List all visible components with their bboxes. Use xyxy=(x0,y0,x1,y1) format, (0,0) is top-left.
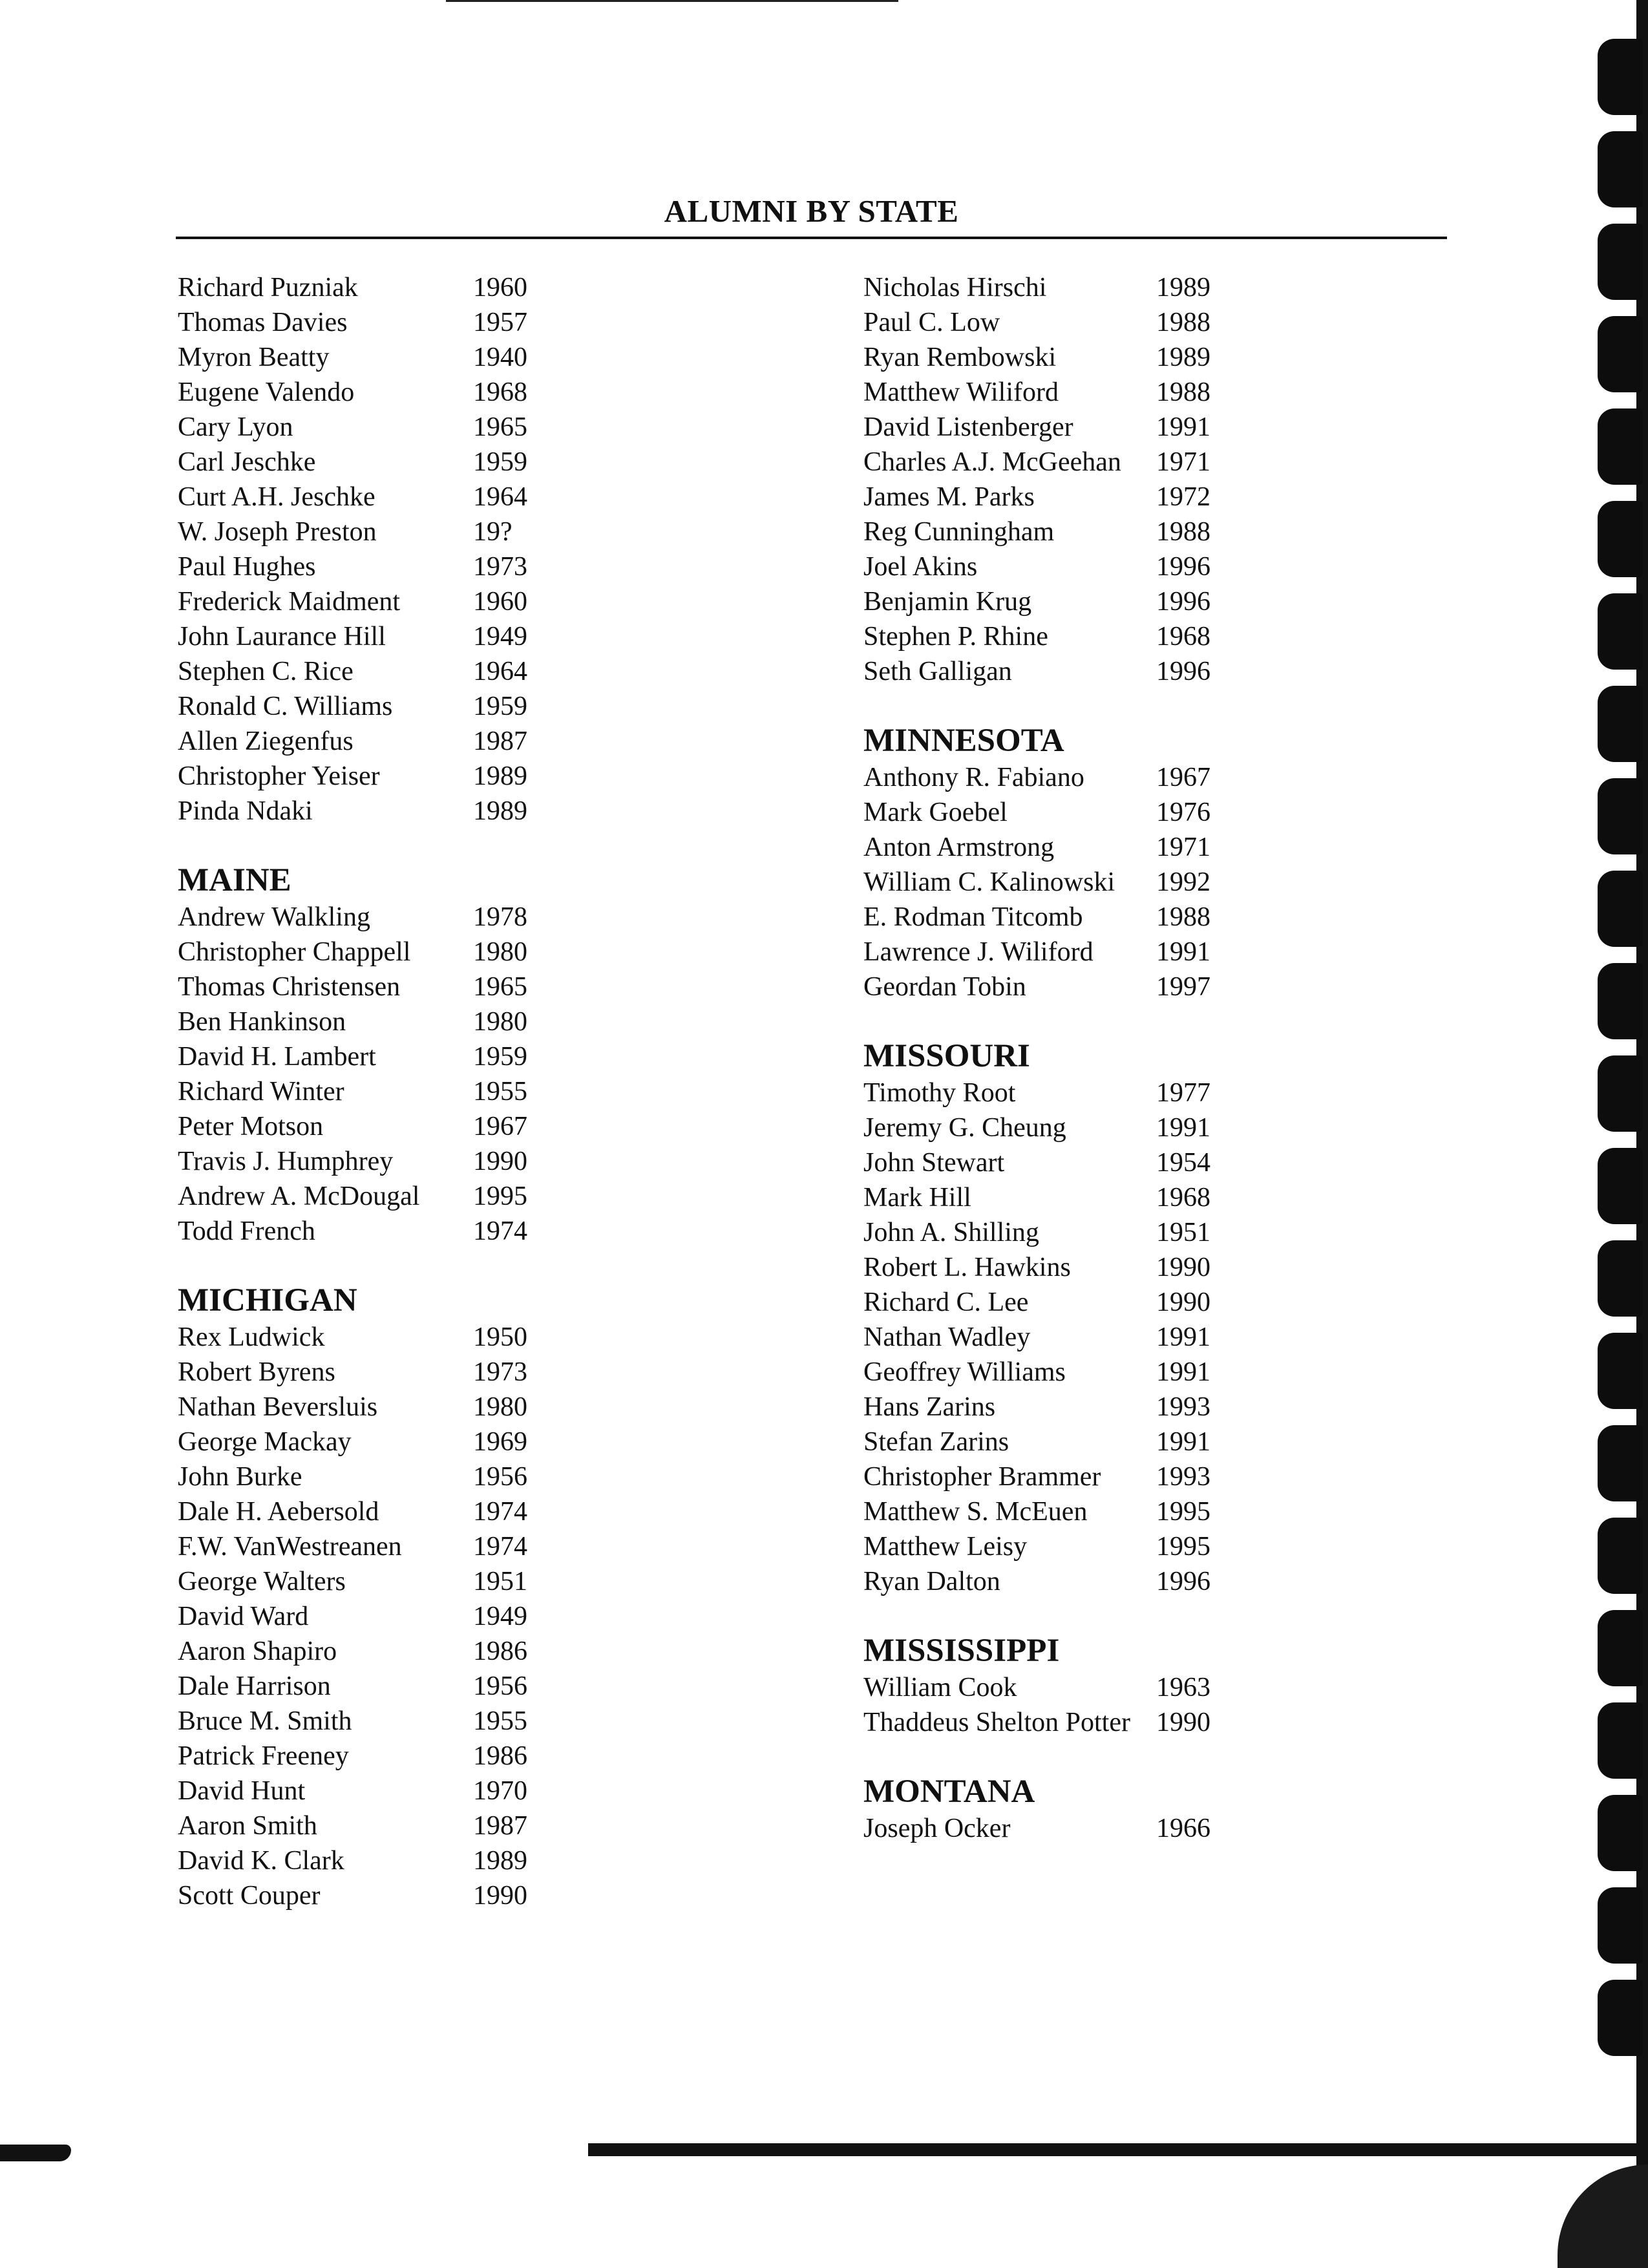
alumni-name: Aaron Shapiro xyxy=(178,1637,337,1666)
alumni-entry xyxy=(178,1459,527,1494)
alumni-entry xyxy=(863,760,1210,795)
alumni-name: Reg Cunningham xyxy=(863,517,1055,547)
alumni-year: 1986 xyxy=(473,1741,527,1771)
alumni-name: Thomas Christensen xyxy=(178,972,401,1002)
alumni-year: 1956 xyxy=(473,1462,527,1492)
alumni-year: 1973 xyxy=(473,552,527,582)
alumni-year: 1959 xyxy=(473,1042,527,1072)
alumni-year: 1996 xyxy=(1156,657,1210,686)
alumni-entry xyxy=(863,1320,1210,1355)
alumni-name: Travis J. Humphrey xyxy=(178,1147,394,1176)
alumni-name: David H. Lambert xyxy=(178,1042,376,1072)
alumni-entry xyxy=(178,340,527,375)
alumni-year: 1989 xyxy=(473,761,527,791)
alumni-year: 1959 xyxy=(473,692,527,721)
binding-tab xyxy=(1598,1148,1643,1224)
alumni-entry xyxy=(863,514,1210,549)
binding-tab xyxy=(1598,1055,1643,1132)
alumni-year: 1986 xyxy=(473,1637,527,1666)
alumni-entry xyxy=(863,270,1210,305)
alumni-entry xyxy=(863,900,1210,935)
alumni-name: F.W. VanWestreanen xyxy=(178,1532,402,1562)
binding-tab xyxy=(1598,871,1643,947)
alumni-name: Christopher Brammer xyxy=(863,1462,1101,1492)
alumni-entry xyxy=(178,1878,527,1913)
alumni-year: 1991 xyxy=(1156,937,1210,967)
state-section xyxy=(178,861,527,1249)
binding-tab xyxy=(1598,408,1643,485)
alumni-year: 1968 xyxy=(1156,1183,1210,1213)
alumni-entry xyxy=(863,340,1210,375)
alumni-name: Joel Akins xyxy=(863,552,978,582)
alumni-entry xyxy=(863,1705,1210,1740)
alumni-name: Thomas Davies xyxy=(178,308,348,337)
alumni-name: Pinda Ndaki xyxy=(178,796,313,826)
alumni-year: 1973 xyxy=(473,1357,527,1387)
alumni-name: John Laurance Hill xyxy=(178,622,386,652)
alumni-name: Peter Motson xyxy=(178,1112,324,1141)
alumni-year: 1959 xyxy=(473,447,527,477)
alumni-name: Andrew Walkling xyxy=(178,902,370,932)
state-heading: MISSOURI xyxy=(863,1038,1030,1074)
alumni-entry xyxy=(863,654,1210,689)
alumni-year: 1988 xyxy=(1156,902,1210,932)
alumni-name: Paul C. Low xyxy=(863,308,1000,337)
right-column xyxy=(863,270,1210,1878)
alumni-name: Stephen C. Rice xyxy=(178,657,354,686)
alumni-year: 1955 xyxy=(473,1706,527,1736)
alumni-year: 1988 xyxy=(1156,308,1210,337)
alumni-name: Anthony R. Fabiano xyxy=(863,763,1084,792)
alumni-entry xyxy=(178,689,527,724)
alumni-entry xyxy=(178,619,527,654)
alumni-entry xyxy=(863,584,1210,619)
alumni-entry xyxy=(178,1039,527,1074)
alumni-entry xyxy=(863,1459,1210,1494)
alumni-name: Aaron Smith xyxy=(178,1811,317,1841)
alumni-year: 1940 xyxy=(473,343,527,372)
alumni-year: 1991 xyxy=(1156,1357,1210,1387)
alumni-year: 1990 xyxy=(473,1147,527,1176)
binding-tab xyxy=(1598,1333,1643,1409)
alumni-entry xyxy=(863,619,1210,654)
alumni-entry xyxy=(863,1811,1210,1846)
alumni-year: 1951 xyxy=(1156,1218,1210,1247)
alumni-entry xyxy=(863,795,1210,830)
alumni-year: 1969 xyxy=(473,1427,527,1457)
alumni-name: Seth Galligan xyxy=(863,657,1012,686)
alumni-year: 1991 xyxy=(1156,1113,1210,1143)
alumni-entry xyxy=(863,1180,1210,1215)
alumni-entry xyxy=(178,1390,527,1425)
alumni-name: Nathan Beversluis xyxy=(178,1392,378,1422)
state-section xyxy=(178,1281,527,1913)
binding-tab xyxy=(1598,501,1643,577)
alumni-entry xyxy=(178,1634,527,1669)
alumni-name: John A. Shilling xyxy=(863,1218,1039,1247)
alumni-name: Allen Ziegenfus xyxy=(178,726,354,756)
alumni-name: Stefan Zarins xyxy=(863,1427,1009,1457)
alumni-name: Christopher Yeiser xyxy=(178,761,380,791)
alumni-entry xyxy=(863,935,1210,970)
alumni-name: Mark Hill xyxy=(863,1183,971,1213)
alumni-year: 1990 xyxy=(1156,1288,1210,1317)
state-heading: MONTANA xyxy=(863,1774,1035,1810)
alumni-entry xyxy=(178,375,527,410)
alumni-entry xyxy=(178,410,527,445)
alumni-name: Richard C. Lee xyxy=(863,1288,1029,1317)
alumni-name: Stephen P. Rhine xyxy=(863,622,1048,652)
alumni-entry xyxy=(178,270,527,305)
alumni-entry xyxy=(178,1704,527,1739)
alumni-name: Frederick Maidment xyxy=(178,587,401,617)
alumni-year: 1951 xyxy=(473,1567,527,1596)
alumni-name: W. Joseph Preston xyxy=(178,517,377,547)
alumni-entry xyxy=(863,480,1210,514)
binding-tab xyxy=(1598,1887,1643,1964)
alumni-name: Todd French xyxy=(178,1216,315,1246)
alumni-year: 1993 xyxy=(1156,1392,1210,1422)
alumni-entry xyxy=(178,1808,527,1843)
alumni-name: Matthew S. McEuen xyxy=(863,1497,1088,1527)
alumni-year: 1992 xyxy=(1156,867,1210,897)
alumni-name: Timothy Root xyxy=(863,1078,1016,1108)
state-section xyxy=(863,1631,1210,1740)
alumni-name: Richard Winter xyxy=(178,1077,344,1107)
alumni-year: 1949 xyxy=(473,622,527,652)
alumni-name: James M. Parks xyxy=(863,482,1035,512)
alumni-year: 1974 xyxy=(473,1216,527,1246)
state-section xyxy=(863,721,1210,1004)
alumni-year: 1968 xyxy=(473,377,527,407)
alumni-entry xyxy=(178,759,527,794)
alumni-name: William C. Kalinowski xyxy=(863,867,1115,897)
alumni-name: Curt A.H. Jeschke xyxy=(178,482,375,512)
alumni-year: 1965 xyxy=(473,412,527,442)
alumni-entry xyxy=(178,935,527,970)
page-title: ALUMNI BY STATE xyxy=(664,193,959,229)
alumni-name: Dale Harrison xyxy=(178,1671,331,1701)
alumni-name: Robert Byrens xyxy=(178,1357,335,1387)
alumni-name: Ronald C. Williams xyxy=(178,692,393,721)
alumni-entry xyxy=(178,970,527,1004)
alumni-name: Ryan Dalton xyxy=(863,1567,1000,1596)
left-column xyxy=(178,270,527,1945)
alumni-entry xyxy=(178,1214,527,1249)
alumni-entry xyxy=(178,1109,527,1144)
binding-tab xyxy=(1598,1240,1643,1317)
alumni-entry xyxy=(863,1494,1210,1529)
binding-tab xyxy=(1598,778,1643,854)
title-rule xyxy=(176,237,1447,239)
alumni-entry xyxy=(178,584,527,619)
alumni-entry xyxy=(863,1355,1210,1390)
alumni-entry xyxy=(178,1843,527,1878)
alumni-year: 1989 xyxy=(1156,273,1210,302)
alumni-name: Charles A.J. McGeehan xyxy=(863,447,1121,477)
alumni-name: Myron Beatty xyxy=(178,343,330,372)
alumni-entry xyxy=(863,410,1210,445)
alumni-year: 1960 xyxy=(473,587,527,617)
alumni-year: 1978 xyxy=(473,902,527,932)
state-heading: MAINE xyxy=(178,862,291,898)
alumni-name: Geordan Tobin xyxy=(863,972,1026,1002)
alumni-name: Joseph Ocker xyxy=(863,1814,1011,1843)
alumni-year: 1990 xyxy=(1156,1253,1210,1282)
binding-tab xyxy=(1598,131,1643,207)
alumni-name: David Hunt xyxy=(178,1776,306,1806)
top-edge-rule xyxy=(446,0,898,2)
alumni-name: Lawrence J. Wiliford xyxy=(863,937,1093,967)
alumni-entry xyxy=(178,305,527,340)
alumni-year: 1955 xyxy=(473,1077,527,1107)
bottom-scan-edge xyxy=(588,2143,1648,2156)
alumni-year: 1950 xyxy=(473,1322,527,1352)
alumni-year: 1976 xyxy=(1156,798,1210,827)
alumni-year: 1963 xyxy=(1156,1673,1210,1702)
alumni-year: 1980 xyxy=(473,937,527,967)
alumni-entry xyxy=(178,1774,527,1808)
alumni-year: 1991 xyxy=(1156,1322,1210,1352)
alumni-entry xyxy=(178,514,527,549)
alumni-name: Christopher Chappell xyxy=(178,937,411,967)
alumni-year: 1971 xyxy=(1156,832,1210,862)
alumni-entry xyxy=(863,970,1210,1004)
alumni-entry xyxy=(178,1074,527,1109)
alumni-year: 1996 xyxy=(1156,587,1210,617)
alumni-name: Dale H. Aebersold xyxy=(178,1497,379,1527)
alumni-entry xyxy=(178,654,527,689)
alumni-entry xyxy=(863,1670,1210,1705)
binding-tab xyxy=(1598,316,1643,392)
alumni-entry xyxy=(863,1425,1210,1459)
alumni-entry xyxy=(178,1320,527,1355)
alumni-name: Eugene Valendo xyxy=(178,377,355,407)
alumni-year: 1972 xyxy=(1156,482,1210,512)
alumni-name: Paul Hughes xyxy=(178,552,316,582)
alumni-year: 1974 xyxy=(473,1497,527,1527)
alumni-name: David K. Clark xyxy=(178,1846,344,1876)
binding-tab xyxy=(1598,1425,1643,1501)
alumni-name: Hans Zarins xyxy=(863,1392,996,1422)
alumni-year: 1971 xyxy=(1156,447,1210,477)
alumni-entry xyxy=(178,1355,527,1390)
state-heading: MISSISSIPPI xyxy=(863,1633,1060,1669)
alumni-name: John Stewart xyxy=(863,1148,1005,1178)
alumni-name: Richard Puzniak xyxy=(178,273,358,302)
alumni-year: 1966 xyxy=(1156,1814,1210,1843)
alumni-year: 1980 xyxy=(473,1392,527,1422)
binding-tab xyxy=(1598,224,1643,300)
alumni-name: Matthew Wiliford xyxy=(863,377,1059,407)
alumni-name: Cary Lyon xyxy=(178,412,293,442)
alumni-entry xyxy=(863,1390,1210,1425)
alumni-entry xyxy=(863,305,1210,340)
alumni-entry xyxy=(863,1250,1210,1285)
alumni-year: 1989 xyxy=(1156,343,1210,372)
alumni-entry xyxy=(863,1215,1210,1250)
alumni-name: William Cook xyxy=(863,1673,1017,1702)
alumni-year: 1970 xyxy=(473,1776,527,1806)
alumni-name: Andrew A. McDougal xyxy=(178,1182,420,1211)
alumni-entry xyxy=(863,1076,1210,1110)
alumni-year: 1967 xyxy=(473,1112,527,1141)
alumni-name: Anton Armstrong xyxy=(863,832,1055,862)
alumni-entry xyxy=(178,1425,527,1459)
alumni-name: Ben Hankinson xyxy=(178,1007,346,1037)
alumni-year: 1989 xyxy=(473,1846,527,1876)
state-section xyxy=(863,1772,1210,1846)
alumni-year: 1990 xyxy=(473,1881,527,1911)
alumni-name: Ryan Rembowski xyxy=(863,343,1057,372)
alumni-name: Bruce M. Smith xyxy=(178,1706,352,1736)
alumni-year: 1993 xyxy=(1156,1462,1210,1492)
alumni-year: 1964 xyxy=(473,657,527,686)
alumni-name: Robert L. Hawkins xyxy=(863,1253,1071,1282)
alumni-entry xyxy=(863,549,1210,584)
binding-tab xyxy=(1598,1610,1643,1686)
alumni-entry xyxy=(178,794,527,829)
alumni-year: 1987 xyxy=(473,726,527,756)
state-heading: MINNESOTA xyxy=(863,723,1064,759)
alumni-name: John Burke xyxy=(178,1462,302,1492)
binding-tab xyxy=(1598,39,1643,115)
alumni-name: George Mackay xyxy=(178,1427,352,1457)
alumni-entry xyxy=(863,1145,1210,1180)
alumni-entry xyxy=(178,900,527,935)
alumni-year: 1949 xyxy=(473,1602,527,1631)
alumni-name: Carl Jeschke xyxy=(178,447,316,477)
alumni-name: Nathan Wadley xyxy=(863,1322,1031,1352)
bottom-right-scan-mark xyxy=(1558,2165,1648,2268)
alumni-year: 1987 xyxy=(473,1811,527,1841)
alumni-year: 1960 xyxy=(473,273,527,302)
alumni-entry xyxy=(178,445,527,480)
alumni-entry xyxy=(178,1494,527,1529)
alumni-year: 19? xyxy=(473,517,512,547)
alumni-name: George Walters xyxy=(178,1567,346,1596)
alumni-entry xyxy=(863,1110,1210,1145)
alumni-name: Scott Couper xyxy=(178,1881,321,1911)
alumni-entry xyxy=(863,830,1210,865)
alumni-year: 1991 xyxy=(1156,412,1210,442)
binding-tab xyxy=(1598,1980,1643,2056)
alumni-entry xyxy=(178,480,527,514)
alumni-name: Mark Goebel xyxy=(863,798,1008,827)
alumni-entry xyxy=(178,1144,527,1179)
alumni-entry xyxy=(863,1564,1210,1599)
alumni-year: 1991 xyxy=(1156,1427,1210,1457)
alumni-year: 1995 xyxy=(473,1182,527,1211)
alumni-year: 1989 xyxy=(473,796,527,826)
state-section xyxy=(178,270,527,829)
alumni-year: 1956 xyxy=(473,1671,527,1701)
alumni-year: 1957 xyxy=(473,308,527,337)
alumni-name: Patrick Freeney xyxy=(178,1741,349,1771)
alumni-name: Thaddeus Shelton Potter xyxy=(863,1708,1130,1737)
alumni-entry xyxy=(178,1004,527,1039)
alumni-name: Jeremy G. Cheung xyxy=(863,1113,1066,1143)
alumni-year: 1990 xyxy=(1156,1708,1210,1737)
alumni-year: 1964 xyxy=(473,482,527,512)
alumni-entry xyxy=(178,724,527,759)
alumni-year: 1996 xyxy=(1156,552,1210,582)
alumni-year: 1968 xyxy=(1156,622,1210,652)
binding-tab xyxy=(1598,1518,1643,1594)
alumni-entry xyxy=(178,1669,527,1704)
alumni-year: 1988 xyxy=(1156,517,1210,547)
alumni-year: 1967 xyxy=(1156,763,1210,792)
alumni-entry xyxy=(178,1739,527,1774)
alumni-entry xyxy=(863,375,1210,410)
spiral-binding xyxy=(1577,0,1648,2268)
alumni-year: 1954 xyxy=(1156,1148,1210,1178)
state-section xyxy=(863,1037,1210,1599)
alumni-year: 1996 xyxy=(1156,1567,1210,1596)
state-heading: MICHIGAN xyxy=(178,1282,357,1319)
state-section xyxy=(863,270,1210,689)
alumni-year: 1977 xyxy=(1156,1078,1210,1108)
alumni-year: 1995 xyxy=(1156,1497,1210,1527)
alumni-entry xyxy=(178,1179,527,1214)
alumni-year: 1997 xyxy=(1156,972,1210,1002)
alumni-entry xyxy=(178,1599,527,1634)
alumni-name: David Ward xyxy=(178,1602,309,1631)
alumni-name: Matthew Leisy xyxy=(863,1532,1028,1562)
alumni-entry xyxy=(178,1529,527,1564)
alumni-year: 1988 xyxy=(1156,377,1210,407)
alumni-year: 1965 xyxy=(473,972,527,1002)
alumni-name: Geoffrey Williams xyxy=(863,1357,1066,1387)
alumni-name: Rex Ludwick xyxy=(178,1322,325,1352)
binding-tab xyxy=(1598,1702,1643,1779)
binding-tab xyxy=(1598,1795,1643,1871)
alumni-entry xyxy=(863,865,1210,900)
alumni-entry xyxy=(863,1529,1210,1564)
alumni-entry xyxy=(863,1285,1210,1320)
alumni-entry xyxy=(178,549,527,584)
alumni-year: 1974 xyxy=(473,1532,527,1562)
alumni-name: E. Rodman Titcomb xyxy=(863,902,1083,932)
alumni-year: 1980 xyxy=(473,1007,527,1037)
alumni-entry xyxy=(863,445,1210,480)
alumni-name: Benjamin Krug xyxy=(863,587,1032,617)
alumni-name: Nicholas Hirschi xyxy=(863,273,1047,302)
binding-tab xyxy=(1598,593,1643,670)
binding-tab xyxy=(1598,686,1643,762)
binding-tab xyxy=(1598,963,1643,1039)
alumni-year: 1995 xyxy=(1156,1532,1210,1562)
alumni-name: David Listenberger xyxy=(863,412,1073,442)
alumni-entry xyxy=(178,1564,527,1599)
left-scan-mark xyxy=(0,2145,71,2161)
